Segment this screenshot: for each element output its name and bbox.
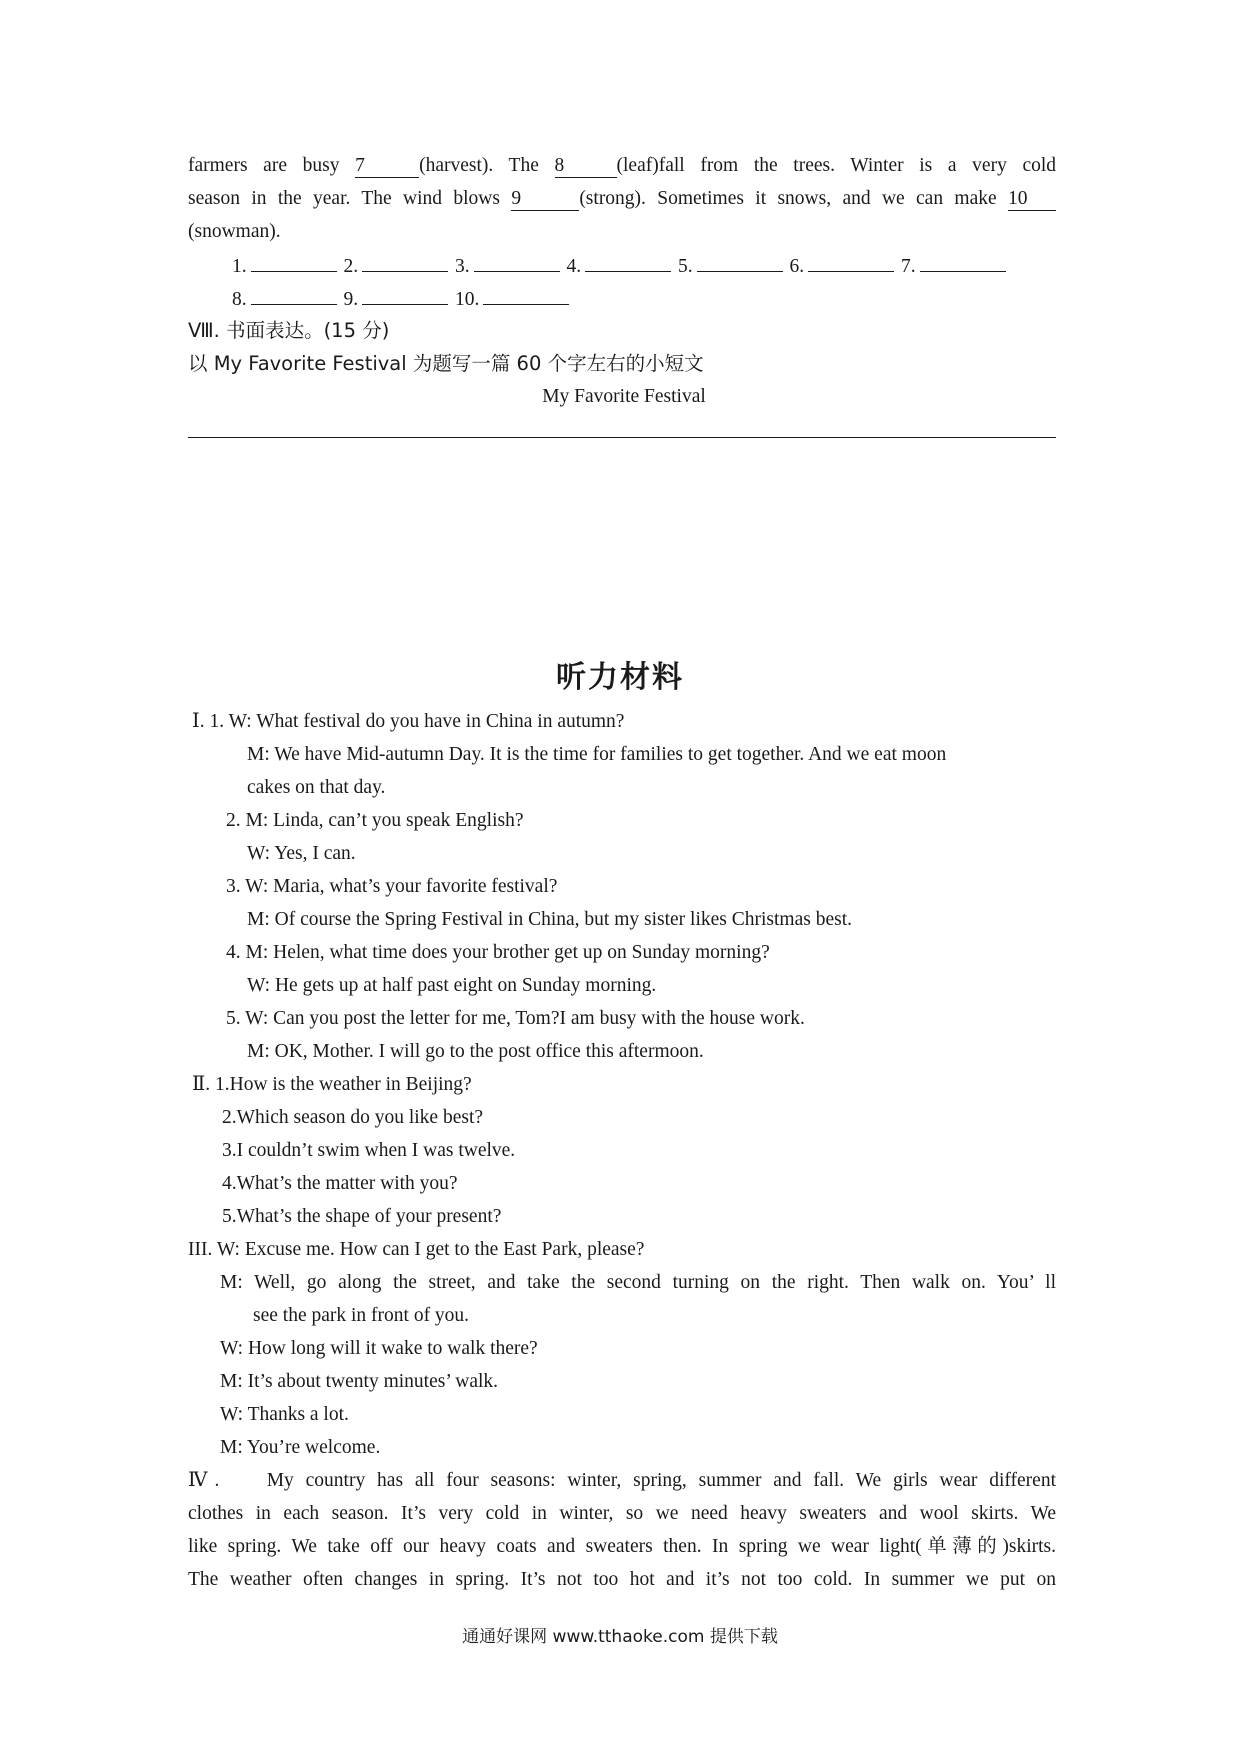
answer-blank[interactable] (251, 251, 337, 272)
cloze-text: (strong). Sometimes it snows, and we can make (579, 188, 997, 209)
essay-title (0, 383, 1240, 411)
listening-line: M: It’s about twenty minutes’ walk. (220, 1371, 499, 1392)
answer-number: 8. (232, 289, 247, 310)
blank-10: 10 (1008, 188, 1056, 211)
listening-line: M: Of course the Spring Festival in China, but my sister likes Christmas best. (247, 909, 852, 930)
listening-line: 4. M: Helen, what time does your brother get up on Sunday morning? (226, 942, 770, 963)
listening-title: 听力材料 (556, 660, 684, 695)
answer-blank[interactable] (808, 251, 894, 272)
listening-line: W: How long will it wake to walk there? (220, 1338, 538, 1359)
listening-line: Ⅱ. 1.How is the weather in Beijing? (192, 1074, 472, 1095)
writing-line[interactable] (188, 437, 1056, 438)
listening-line: The weather often changes in spring. It’s not too hot and it’s not too cold. In summer we put on (188, 1569, 1056, 1590)
answer-blank[interactable] (585, 251, 671, 272)
answer-number: 4. (566, 256, 582, 277)
answer-number: 2. (343, 256, 359, 277)
footer-watermark: 通通好课网 www.tthaoke.com 提供下载 (462, 1627, 778, 1647)
listening-line: M: You’re welcome. (220, 1437, 381, 1458)
listening-line: 3. W: Maria, what’s your favorite festival? (226, 876, 558, 897)
listening-line: Ⅰ. 1. W: What festival do you have in China in autumn? (192, 711, 625, 732)
answer-blank[interactable] (697, 251, 783, 272)
answer-number: 3. (455, 256, 470, 277)
listening-line: see the park in front of you. (253, 1305, 470, 1326)
listening-line: like spring. We take off our heavy coats and sweaters then. In spring we wear light(单薄的)skirts. (188, 1536, 1056, 1557)
cloze-line-3: (snowman). (188, 221, 281, 242)
answer-number: 6. (789, 256, 805, 277)
essay-title-text: My Favorite Festival (542, 386, 706, 407)
listening-line: III. W: Excuse me. How can I get to the East Park, please? (188, 1239, 645, 1260)
listening-line: 2. M: Linda, can’t you speak English? (226, 810, 524, 831)
answer-number: 9. (343, 289, 359, 310)
cloze-text: (leaf)fall from the trees. Winter is a very cold (616, 155, 1057, 176)
cloze-line-2 (188, 185, 1056, 213)
blank-8: 8 (555, 155, 617, 178)
cloze-text: season in the year. The wind blows (188, 188, 500, 209)
answer-blank[interactable] (251, 284, 337, 305)
answer-row-2 (232, 284, 571, 314)
cloze-line-1 (188, 152, 1056, 180)
listening-line: W: Yes, I can. (247, 843, 356, 864)
listening-line: 2.Which season do you like best? (222, 1107, 484, 1128)
answer-blank[interactable] (920, 251, 1006, 272)
listening-line: Ⅳ. My country has all four seasons: winter, spring, summer and fall. We girls wear different (188, 1470, 1056, 1491)
listening-line: M: We have Mid-autumn Day. It is the time for families to get together. And we eat moon (247, 744, 947, 765)
cloze-text: farmers are busy (188, 155, 340, 176)
listening-line: cakes on that day. (247, 777, 386, 798)
listening-line: W: Thanks a lot. (220, 1404, 349, 1425)
answer-number: 5. (678, 256, 693, 277)
answer-number: 7. (901, 256, 916, 277)
answer-row-1 (232, 251, 1008, 281)
listening-line: W: He gets up at half past eight on Sunday morning. (247, 975, 657, 996)
answer-number: 1. (232, 256, 247, 277)
listening-line: M: OK, Mother. I will go to the post office this aftermoon. (247, 1041, 704, 1062)
answer-blank[interactable] (474, 251, 560, 272)
listening-line: 5. W: Can you post the letter for me, Tom?I am busy with the house work. (226, 1008, 805, 1029)
listening-line: clothes in each season. It’s very cold in winter, so we need heavy sweaters and wool skirts. We (188, 1503, 1056, 1524)
listening-line: 4.What’s the matter with you? (222, 1173, 458, 1194)
listening-line: M: Well, go along the street, and take the second turning on the right. Then walk on. You’ ll (220, 1272, 1056, 1293)
blank-7: 7 (355, 155, 419, 178)
listening-line: 5.What’s the shape of your present? (222, 1206, 502, 1227)
answer-blank[interactable] (362, 284, 448, 305)
answer-blank[interactable] (483, 284, 569, 305)
section-instruction: 以 My Favorite Festival 为题写一篇 60 个字左右的小短文 (188, 352, 704, 375)
section-heading: Ⅷ. 书面表达。(15 分) (188, 319, 390, 342)
answer-blank[interactable] (362, 251, 448, 272)
listening-line: 3.I couldn’t swim when I was twelve. (222, 1140, 516, 1161)
cloze-text: (harvest). The (419, 155, 539, 176)
answer-number: 10. (455, 289, 480, 310)
blank-9: 9 (511, 188, 579, 211)
